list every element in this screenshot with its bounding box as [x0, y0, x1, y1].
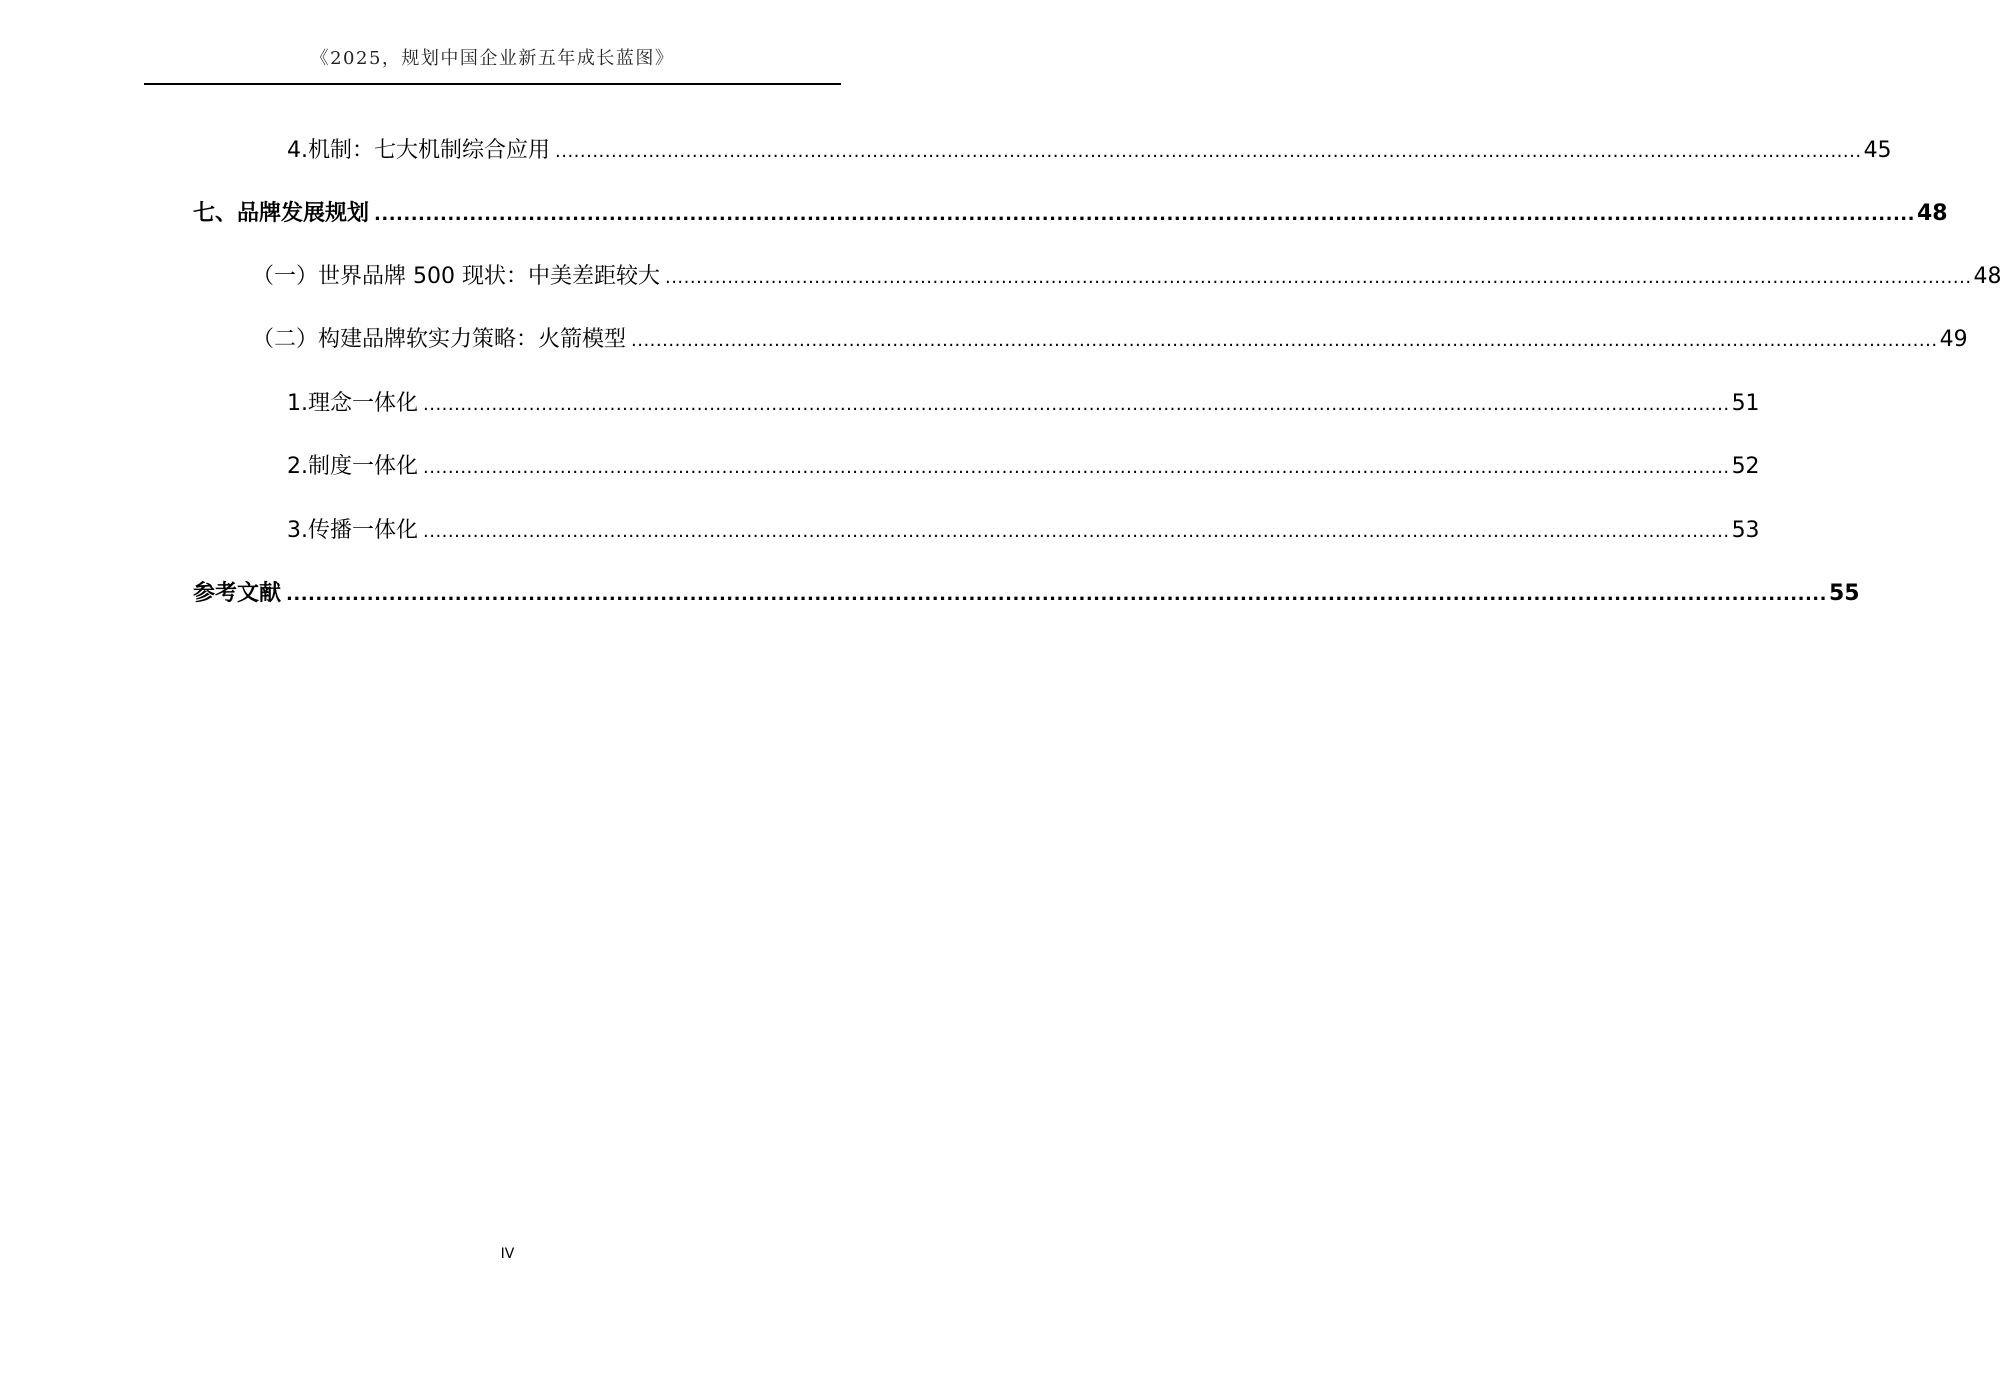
toc-entry-page: 48	[1973, 264, 2002, 289]
toc-entry-references[interactable]	[193, 579, 1860, 610]
page-number: IV	[500, 1246, 515, 1262]
toc-entry-page: 53	[1731, 518, 1760, 543]
toc-leader: ..................................................................................................................................................................................................................	[664, 267, 1972, 288]
running-header: 《2025，规划中国企业新五年成长蓝图》	[310, 48, 675, 69]
toc-entry-section-2[interactable]	[252, 325, 1968, 356]
toc-entry-page: 49	[1939, 327, 1968, 352]
toc-entry-title: 参考文献	[193, 581, 282, 606]
toc-leader: ..................................................................................................................................................................................................................	[423, 394, 1730, 415]
toc-leader: ..................................................................................................................................................................................................................	[423, 521, 1730, 542]
toc-entry-page: 55	[1828, 581, 1860, 606]
toc-entry-page: 45	[1863, 138, 1892, 163]
toc-entry-title: 七、品牌发展规划	[193, 201, 370, 226]
toc-entry-2-system[interactable]	[287, 452, 1760, 483]
toc-entry-4-mechanism[interactable]	[287, 136, 1892, 167]
toc-entry-page: 52	[1731, 454, 1760, 479]
toc-entry-page: 48	[1916, 201, 1948, 226]
toc-entry-title: 1.理念一体化	[287, 391, 418, 416]
toc-entry-1-concept[interactable]	[287, 389, 1760, 420]
toc-leader: ..................................................................................................................................................................................................................	[286, 584, 1827, 605]
toc-leader: ..................................................................................................................................................................................................................	[374, 204, 1915, 225]
toc-entry-chapter-7[interactable]	[193, 199, 1948, 230]
toc-entry-title: 3.传播一体化	[287, 518, 418, 543]
toc-entry-title: （二）构建品牌软实力策略：火箭模型	[252, 327, 627, 352]
toc-entry-title: （一）世界品牌 500 现状：中美差距较大	[252, 264, 660, 289]
toc-entry-3-communication[interactable]	[287, 516, 1760, 547]
toc-leader: ..................................................................................................................................................................................................................	[555, 141, 1862, 162]
toc-entry-title: 4.机制：七大机制综合应用	[287, 138, 550, 163]
toc-leader: ..................................................................................................................................................................................................................	[631, 330, 1938, 351]
toc-entry-section-1[interactable]	[252, 262, 2002, 293]
toc-entry-page: 51	[1731, 391, 1760, 416]
toc-entry-title: 2.制度一体化	[287, 454, 418, 479]
toc-leader: ..................................................................................................................................................................................................................	[423, 457, 1730, 478]
header-rule	[144, 83, 841, 85]
